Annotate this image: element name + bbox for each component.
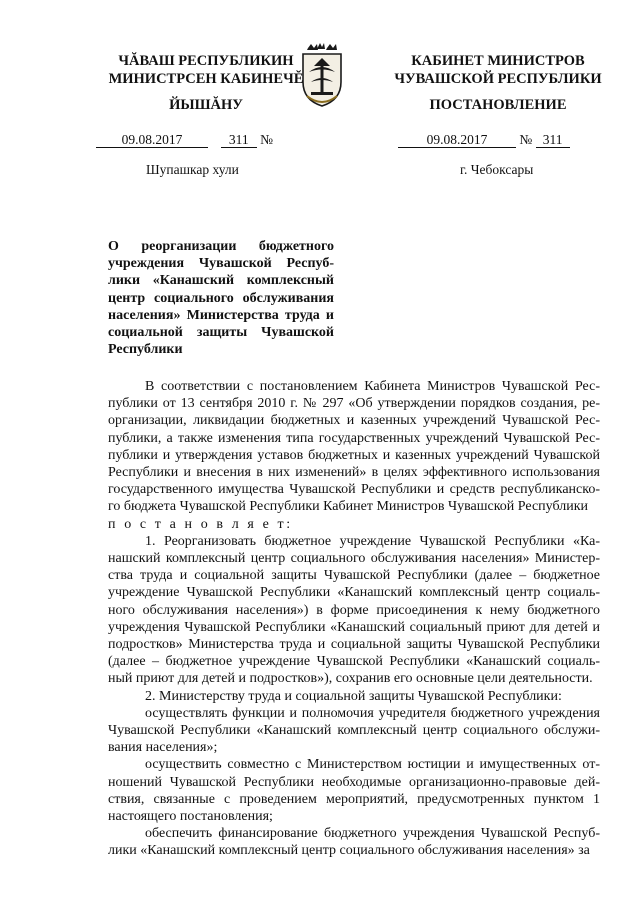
header-left [86, 52, 326, 88]
paragraph-1: 1. Реорганизовать бюджетное учреждение Чувашской Республики «Ка-нашский комплексный центр социального обслуживания населения» Министер-ства труда и социальной защиты Чувашской Республики (далее – бюджетное учреждение Чувашской Республики «Канашский комплексный центр социаль-ного обслуживания населения») в форме присоединения к нему бюджетного учреждения Чувашской Республики «Канашский социальный приют для детей и подростков» Министерства труда и социальной защиты Чувашской Республики (далее – бюджетное учреждение Чувашской Республики «Канашский социаль-ный приют для детей и подростков»), сохранив его основные цели деятельности. [108, 533, 600, 687]
header-right-line-1: КАБИНЕТ МИНИСТРОВ [411, 53, 585, 69]
number-right: 311 [536, 133, 570, 148]
date-left: 09.08.2017 [96, 133, 208, 148]
document-subject: О реорганизации бюджетного учреждения Чувашской Респуб-лики «Канашский комплексный центр социального обслуживания населения» Министерства труда и социальной защиты Чувашской Республики [108, 239, 334, 358]
paragraph-2b: осуществить совместно с Министерством юстиции и имущественных от-ношений Чувашской Республики необходимые организационно-правовые дей-ствия, связанные с проведением мероприятий, предусмотренных пунктом 1 настоящего постановления; [108, 757, 600, 825]
header-left-kind: ЙЫШĂНУ [169, 97, 243, 113]
header-left-line-2: МИНИСТРСЕН КАБИНЕЧĔ [108, 71, 304, 87]
paragraph-2: 2. Министерству труда и социальной защиты Чувашской Республики: [145, 688, 562, 704]
number-left: 311 [221, 133, 257, 148]
place-left: Шупашкар хули [146, 162, 239, 177]
number-sign-left: № [260, 132, 274, 147]
header-right-kind: ПОСТАНОВЛЕНИЕ [429, 97, 567, 113]
paragraph-2c: обеспечить финансирование бюджетного учреждения Чувашской Респуб-лики «Канашский комплексный центр социального обслуживания населения» за [108, 826, 600, 859]
place-right: г. Чебоксары [460, 162, 534, 177]
paragraph-2a: осуществлять функции и полномочия учредителя бюджетного учреждения Чувашской Республики «Канашский комплексный центр социального обслужи-вания населения»; [108, 705, 600, 756]
date-number-right [398, 132, 570, 148]
header-right [378, 52, 618, 88]
date-number-left [96, 132, 273, 148]
decree-word: п о с т а н о в л я е т: [108, 516, 293, 532]
paragraph-intro: В соответствии с постановлением Кабинета Министров Чувашской Рес-публики от 13 сентября 2010 г. № 297 «Об утверждении порядков создания, ре-организации, ликвидации бюджетных и казенных учреждений Чувашской Рес-публики, а также изменения типа государственных учреждений Чувашской Рес-публики и утверждения уставов бюджетных и казенных учреждений Чувашской Республики и внесения в них изменений» в целях эффективного использования государственного имущества Чувашской Республики и средств республиканско-го бюджета Чувашской Республики Кабинет Министров Чувашской Республики [108, 379, 600, 515]
chuvash-emblem-icon [299, 42, 345, 108]
number-sign-right: № [519, 132, 533, 147]
document-body [108, 378, 600, 860]
header-right-line-2: ЧУВАШСКОЙ РЕСПУБЛИКИ [394, 71, 602, 87]
header-left-line-1: ЧĂВАШ РЕСПУБЛИКИН [118, 53, 294, 69]
date-right: 09.08.2017 [398, 133, 516, 148]
